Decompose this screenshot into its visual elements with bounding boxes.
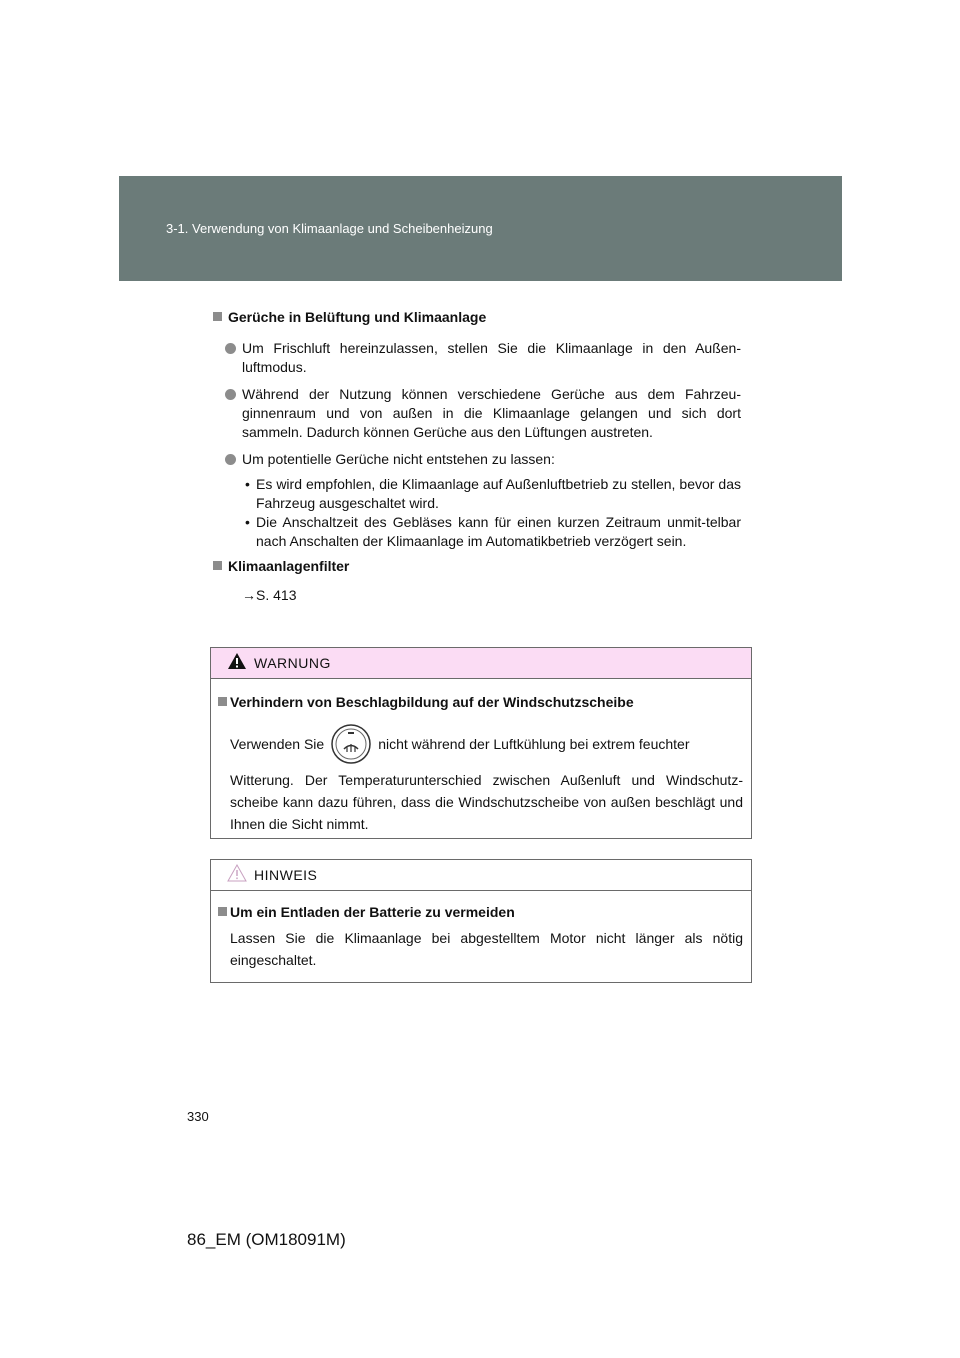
chapter-title: 3-1. Verwendung von Klimaanlage und Scheibenheizung [166, 221, 493, 236]
sub-bullet-item: • Die Anschaltzeit des Gebläses kann für einen kurzen Zeitraum unmit-telbar nach Anschalten der Klimaanlage im Automatikbetrieb verzögert sein. [245, 514, 741, 549]
bullet-item: Während der Nutzung können verschiedene Gerüche aus dem Fahrzeu-ginnenraum und von außen in die Klimaanlage gelangen und sich dort sammeln. Dadurch können Gerüche aus den Lüftungen austreten. [213, 385, 741, 442]
notice-label: HINWEIS [254, 867, 318, 883]
notice-heading: Um ein Entladen der Batterie zu vermeiden [218, 901, 743, 923]
round-bullet-icon [225, 343, 236, 354]
section-heading-filter: Klimaanlagenfilter [213, 557, 741, 576]
notice-triangle-icon [227, 864, 247, 882]
notice-box [210, 859, 752, 983]
sub-bullet-icon: • [245, 476, 250, 492]
main-content [213, 308, 741, 605]
round-bullet-icon [225, 454, 236, 465]
sub-bullet-icon: • [245, 514, 250, 530]
bullet-item: Um potentielle Gerüche nicht entstehen zu lassen: [213, 450, 741, 469]
warning-text-line: Verwenden Sie nicht während der Luftkühlung bei extrem feuchter [218, 723, 743, 765]
page-reference-link[interactable]: →S. 413 [242, 587, 297, 603]
warning-triangle-icon [227, 652, 247, 670]
notice-text: Lassen Sie die Klimaanlage bei abgestelltem Motor nicht länger als nötig eingeschaltet. [230, 930, 743, 968]
chapter-header [119, 176, 842, 281]
sub-bullet-item: • Es wird empfohlen, die Klimaanlage auf Außenluftbetrieb zu stellen, bevor das Fahrzeug ausgeschaltet wird. [245, 476, 741, 511]
round-bullet-icon [225, 389, 236, 400]
square-bullet-icon [218, 907, 227, 916]
notice-header [211, 860, 751, 891]
square-bullet-icon [213, 312, 222, 321]
warning-label: WARNUNG [254, 655, 331, 671]
warning-header [211, 648, 751, 679]
square-bullet-icon [213, 561, 222, 570]
section-heading-odors: Gerüche in Belüftung und Klimaanlage [213, 308, 741, 327]
warning-heading: Verhindern von Beschlagbildung auf der Windschutzscheibe [218, 691, 743, 713]
page-number: 330 [187, 1109, 209, 1124]
manual-code: 86_EM (OM18091M) [187, 1230, 346, 1249]
bullet-item: Um Frischluft hereinzulassen, stellen Sie die Klimaanlage in den Außen-luftmodus. [213, 339, 741, 377]
defogger-button-icon [330, 723, 372, 765]
warning-text: Witterung. Der Temperaturunterschied zwischen Außenluft und Windschutz-scheibe kann dazu führen, dass die Windschutzscheibe von außen beschlägt und Ihnen die Sicht nimmt. [230, 772, 743, 832]
warning-box [210, 647, 752, 839]
square-bullet-icon [218, 697, 227, 706]
